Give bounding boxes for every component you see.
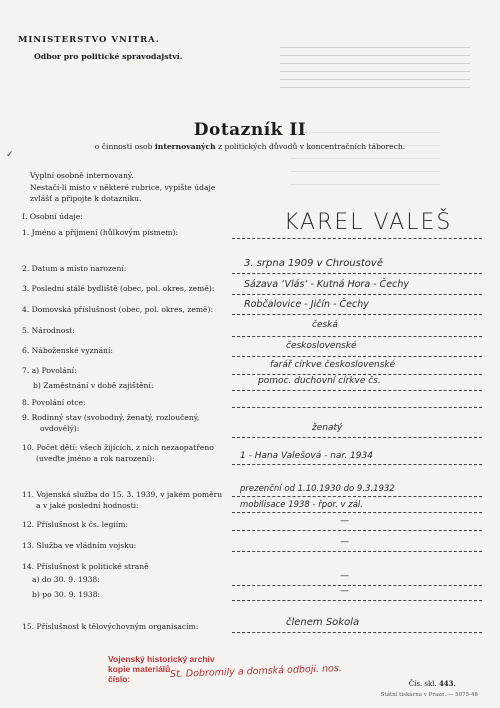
field-label: 5. Národnost: <box>22 326 75 335</box>
field-value: prezenční od 1.10.1930 do 9.3.1932 <box>240 484 395 494</box>
field-value: KAREL VALEŠ <box>284 210 453 235</box>
field-value-continued: mobilisace 1938 - řpor. v zál. <box>240 500 363 510</box>
field-label: 4. Domovská příslušnost (obec, pol. okres, země): <box>22 305 214 314</box>
fill-line <box>232 390 482 391</box>
fill-line <box>232 512 482 513</box>
fill-line <box>232 407 482 408</box>
fill-line <box>232 585 482 586</box>
field-value: — <box>340 537 349 547</box>
instruction-line: zvlášť a připojte k dotazníku. <box>30 194 142 203</box>
field-value: — <box>340 586 349 596</box>
field-label: 2. Datum a místo narození: <box>22 264 127 273</box>
stamp-handwritten-note: St. Dobromily a domská odboji. nos. <box>169 663 343 680</box>
field-label: b) Zaměstnání v době zajištění: <box>33 381 154 390</box>
fill-line <box>232 238 482 239</box>
field-value: členem Sokola <box>286 617 360 628</box>
field-label: 15. Příslušnost k tělovýchovným organisacím: <box>22 622 199 631</box>
form-subtitle: o činnosti osob internovaných z politických důvodů v koncentračních táborech. <box>94 142 406 151</box>
field-value: 3. srpna 1909 v Chroustově <box>244 258 383 269</box>
fill-line <box>232 600 482 601</box>
field-label-continued: ovdovělý): <box>40 424 80 433</box>
field-label: 14. Příslušnost k politické straně <box>22 562 149 571</box>
field-label: 1. Jméno a příjmení (hůlkovým písmem): <box>22 228 179 237</box>
field-value: československé <box>286 341 357 351</box>
field-label: 8. Povolání otce: <box>22 398 86 407</box>
fill-line <box>232 464 482 465</box>
field-label-continued: (uveďte jméno a rok narození): <box>36 454 155 463</box>
instruction-line: Vyplní osobně internovaný. <box>30 171 134 180</box>
field-label: 7. a) Povolání: <box>22 366 77 375</box>
field-value: — <box>340 516 349 526</box>
field-label: 11. Vojenská služba do 15. 3. 1939, v jakém poměru <box>22 490 223 499</box>
field-value: 1 - Hana Valešová - nar. 1934 <box>240 451 373 461</box>
fill-line <box>232 551 482 552</box>
fill-line <box>232 273 482 274</box>
field-label: 13. Služba ve vládním vojsku: <box>22 541 137 550</box>
fill-line <box>232 374 482 375</box>
margin-check-mark: ✓ <box>6 150 14 160</box>
fill-line <box>232 496 482 497</box>
field-label: 3. Poslední stálé bydliště (obec, pol. okres, země): <box>22 284 215 293</box>
storage-number: Čís. skl. 443. <box>408 679 456 688</box>
field-value: Sázava ‘Vlás‘ - Kutná Hora - Čechy <box>244 279 409 290</box>
fill-line <box>232 294 482 295</box>
field-value: česká <box>312 320 338 330</box>
field-label-continued: a v jaké poslední hodnosti: <box>36 501 139 510</box>
field-label: 12. Příslušnost k čs. legiím: <box>22 520 128 529</box>
form-title: Dotazník II <box>193 120 307 140</box>
field-value: ženatý <box>312 423 343 433</box>
field-label: 6. Náboženské vyznání: <box>22 346 113 355</box>
fill-line <box>232 314 482 315</box>
field-label: b) po 30. 9. 1938: <box>32 590 101 599</box>
ministry-header: MINISTERSTVO VNITRA. <box>18 35 160 45</box>
field-value: farář církve československé <box>270 360 396 370</box>
field-label: a) do 30. 9. 1938: <box>32 575 100 584</box>
fill-line <box>232 356 482 357</box>
fill-line <box>232 336 482 337</box>
instruction-line: Nestačí-li místo v některé rubrice, vypište údaje <box>30 183 216 192</box>
bleed-through-text <box>280 40 470 88</box>
archive-stamp: Vojenský historický archiv kopie materiálů číslo: <box>108 654 215 684</box>
field-value: pomoc. duchovní církve čs. <box>258 376 381 386</box>
field-label: 10. Počet dětí: všech žijících, z nich nezaopatřeno <box>22 443 214 452</box>
section-label: I. Osobní údaje: <box>22 212 83 221</box>
field-value: — <box>340 571 349 581</box>
printer-imprint: Státní tiskárna v Praze. — 5075-46 <box>380 692 478 698</box>
fill-line <box>232 632 482 633</box>
fill-line <box>232 530 482 531</box>
department-header: Odbor pro politické spravodajství. <box>34 52 183 61</box>
field-label: 9. Rodinný stav (svobodný, ženatý, rozloučený, <box>22 413 200 422</box>
field-value: Robčalovice - Jičín - Čechy <box>244 299 369 310</box>
fill-line <box>232 437 482 438</box>
